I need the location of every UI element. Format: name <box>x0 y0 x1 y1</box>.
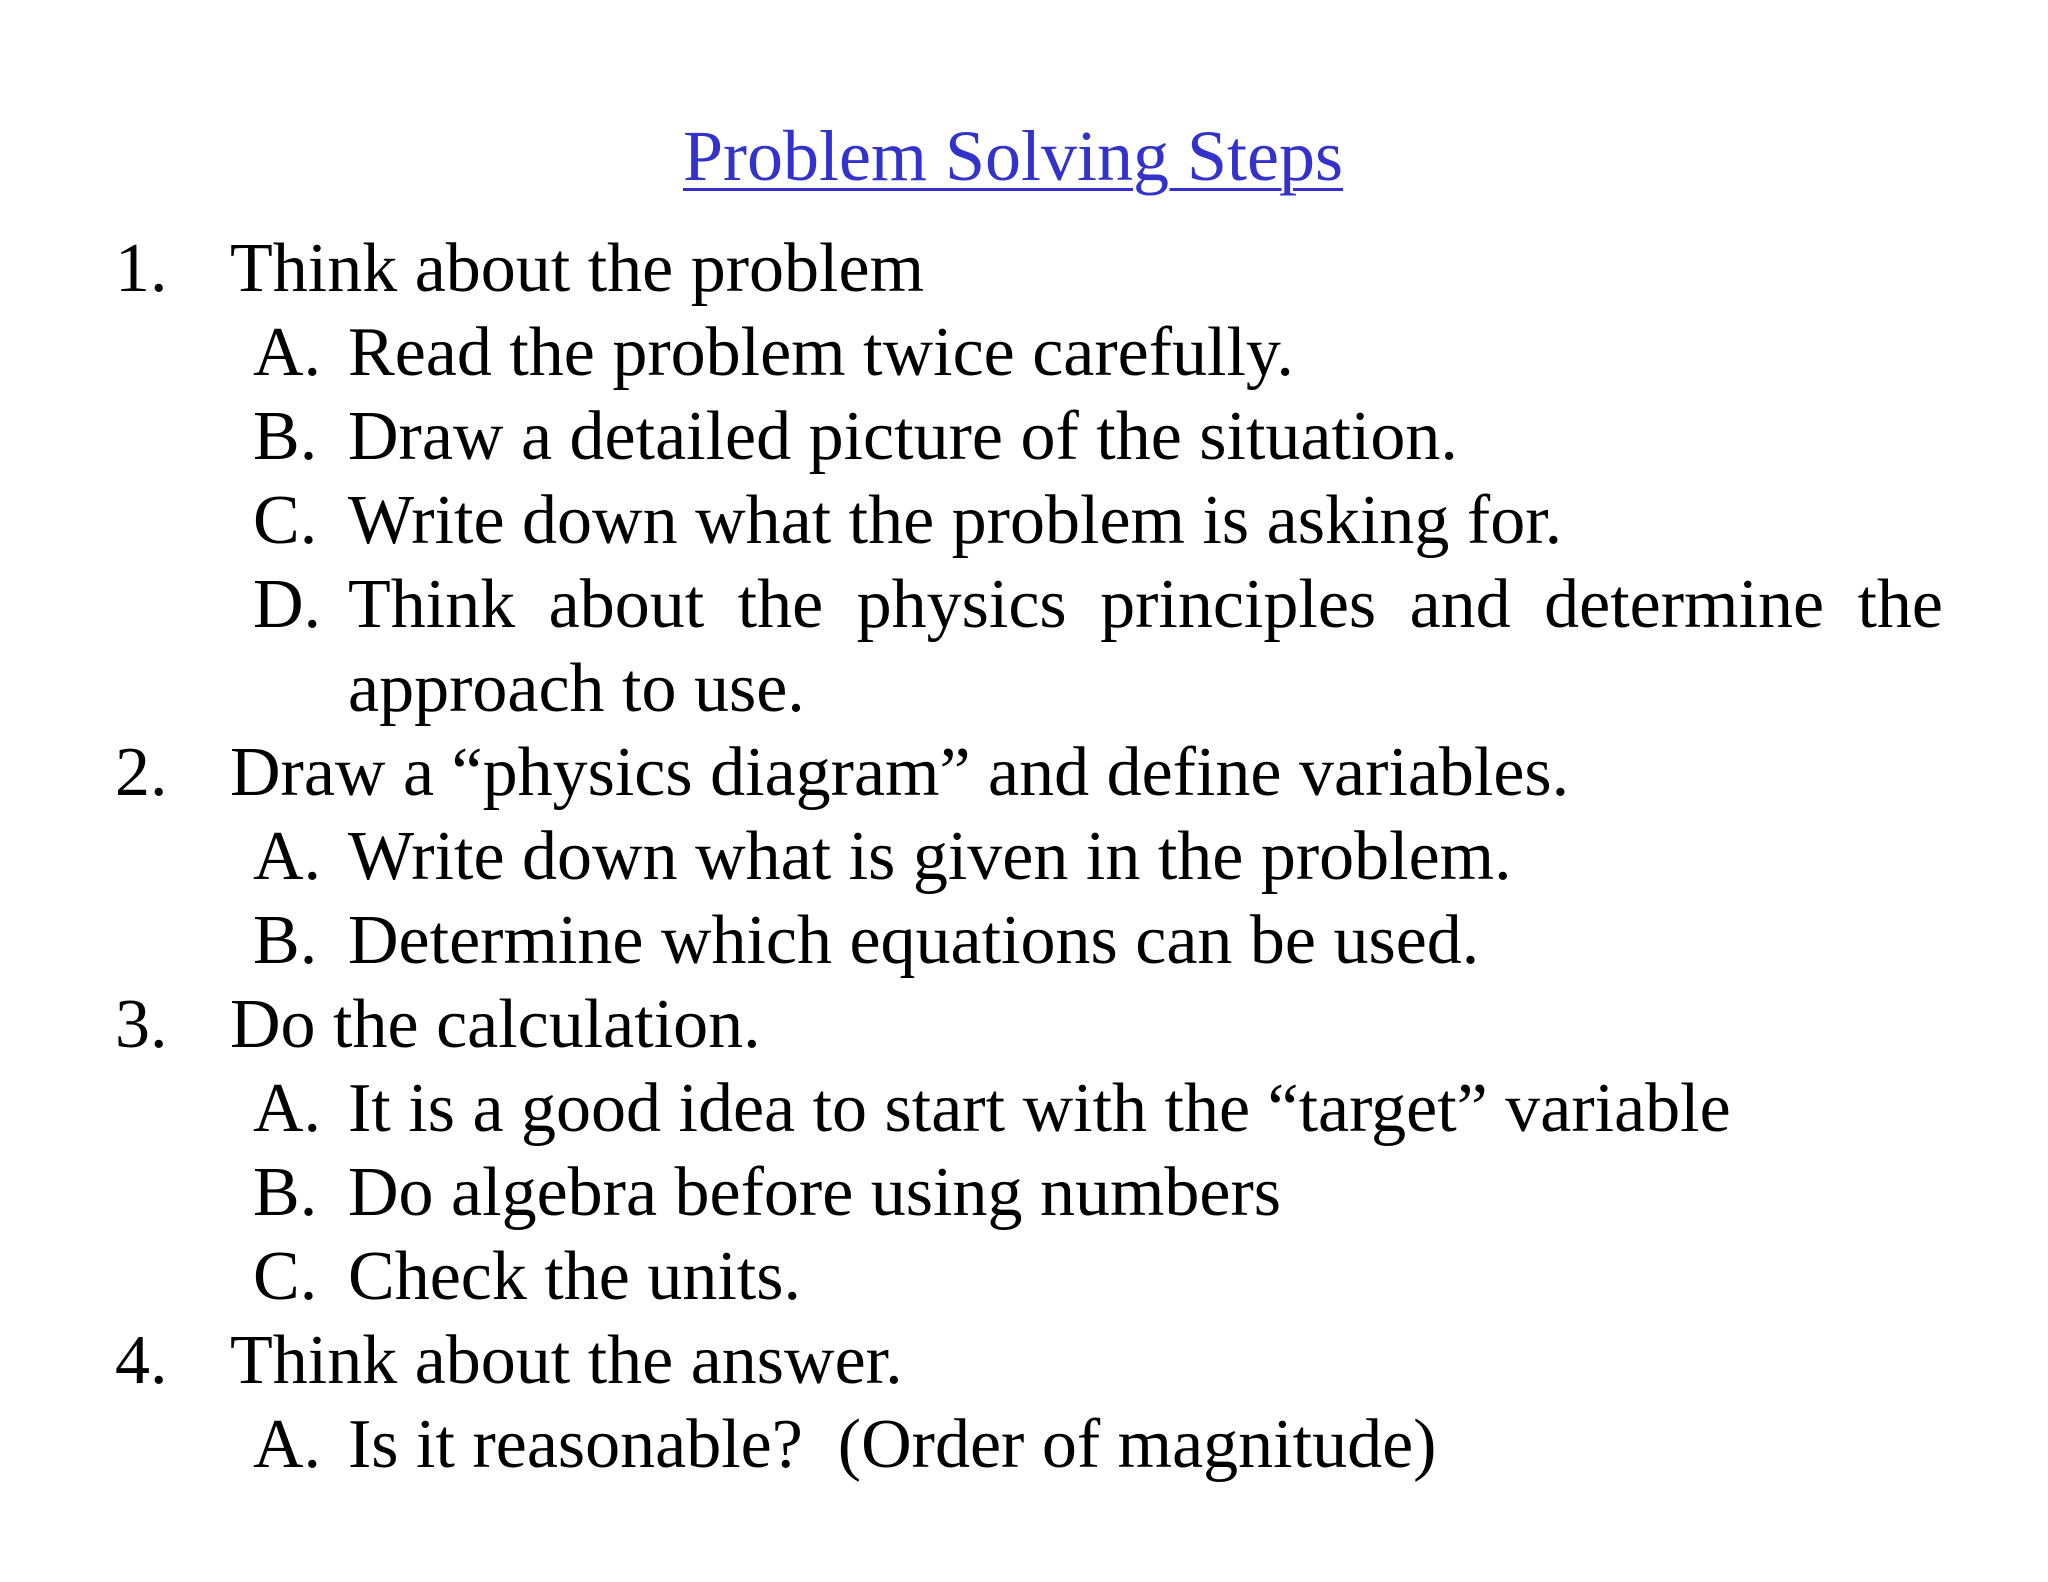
steps-list <box>0 227 2048 1487</box>
substep-label: A. <box>253 1406 322 1483</box>
substep-3a <box>0 1067 2048 1151</box>
title-text: Problem Solving Steps <box>682 116 1344 196</box>
step-4 <box>0 1319 2048 1403</box>
step-number: 4. <box>115 1322 168 1399</box>
substep-label: B. <box>253 902 318 979</box>
substep-text: Read the problem twice carefully. <box>348 314 1294 391</box>
substep-text: Think about the physics principles and determine the approach to use. <box>348 566 1943 727</box>
substep-label: A. <box>253 1070 322 1147</box>
substep-label: C. <box>253 1238 318 1315</box>
substep-1b <box>0 395 2048 479</box>
step-text: Draw a “physics diagram” and define variables. <box>230 734 1570 811</box>
substep-1d <box>0 563 2048 731</box>
substep-4a <box>0 1403 2048 1487</box>
step-3 <box>0 983 2048 1067</box>
substep-label: C. <box>253 482 318 559</box>
substep-label: A. <box>253 314 322 391</box>
substep-text: Check the units. <box>348 1238 801 1315</box>
substep-3b <box>0 1151 2048 1235</box>
step-number: 1. <box>115 230 168 307</box>
substep-text: Write down what is given in the problem. <box>348 818 1512 895</box>
substep-text: Determine which equations can be used. <box>348 902 1480 979</box>
substep-text: Draw a detailed picture of the situation. <box>348 398 1458 475</box>
substep-label: B. <box>253 1154 318 1231</box>
step-number: 3. <box>115 986 168 1063</box>
page-title <box>0 113 2026 199</box>
substep-text: Write down what the problem is asking for. <box>348 482 1563 559</box>
substep-1a <box>0 311 2048 395</box>
step-text: Do the calculation. <box>230 986 761 1063</box>
step-text: Think about the problem <box>230 230 925 307</box>
substep-text: It is a good idea to start with the “target” variable <box>348 1070 1731 1147</box>
substep-label: A. <box>253 818 322 895</box>
substep-2b <box>0 899 2048 983</box>
step-1 <box>0 227 2048 311</box>
step-number: 2. <box>115 734 168 811</box>
substep-3c <box>0 1235 2048 1319</box>
step-text: Think about the answer. <box>230 1322 903 1399</box>
substep-1c <box>0 479 2048 563</box>
substep-text: Is it reasonable? (Order of magnitude) <box>348 1406 1437 1483</box>
substep-2a <box>0 815 2048 899</box>
substep-text: Do algebra before using numbers <box>348 1154 1282 1231</box>
step-2 <box>0 731 2048 815</box>
substep-label: B. <box>253 398 318 475</box>
substep-label: D. <box>253 566 322 643</box>
